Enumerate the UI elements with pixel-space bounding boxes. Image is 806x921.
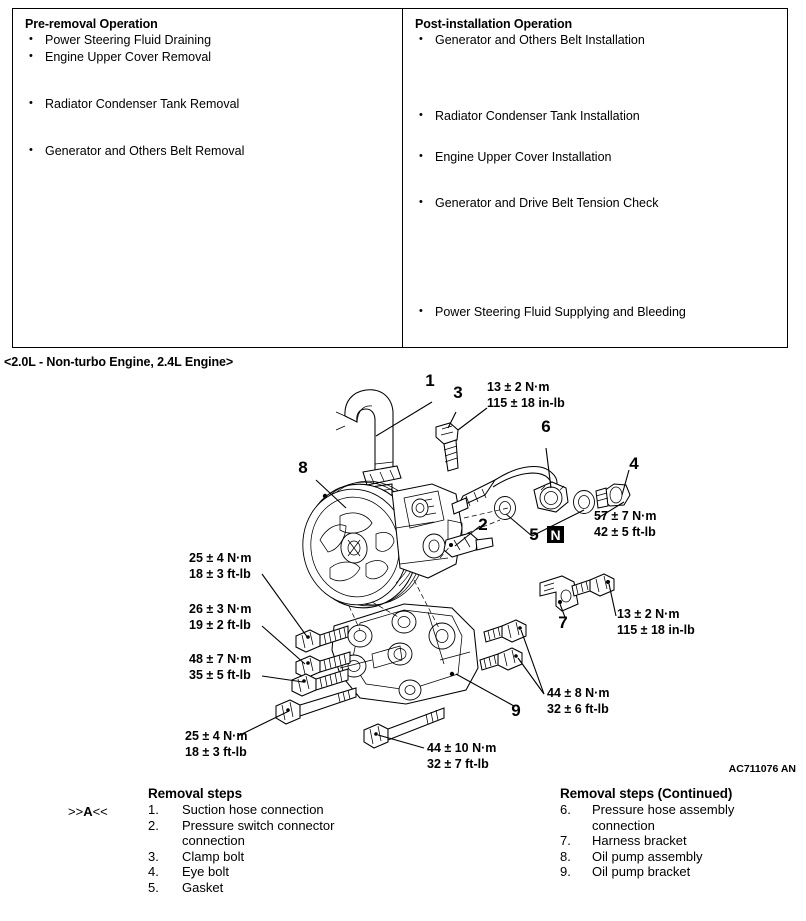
step-label: Clamp bolt [182,848,245,864]
step-number [148,833,182,849]
power-steering-oil-pump-exploded-diagram [0,368,806,788]
oil-pump-body [392,484,462,578]
removal-steps-continued-title: Removal steps (Continued) [560,786,733,801]
list-item [148,818,438,834]
removal-steps-title: Removal steps [148,786,242,801]
step-number: 5. [148,879,159,895]
removal-steps-list-left [148,802,438,895]
torque-lower-left-metric: 48 ± 7 N·m [189,652,252,666]
harness-bracket-bolt [572,574,614,596]
torque-spec-lower-left [189,652,251,682]
pre-removal-item-2: • Engine Upper Cover Removal [23,50,211,64]
figure-code-label: AC711076 AN [728,763,796,775]
service-point-mark-a [68,804,108,819]
pre-removal-item-3: • Radiator Condenser Tank Removal [23,97,239,111]
list-item [560,818,806,834]
step-label: Oil pump assembly [592,848,703,864]
leader-44-8-a [521,630,544,694]
list-item [148,802,438,818]
pre-removal-operation-column [13,9,403,347]
post-installation-item-5: • Power Steering Fluid Supplying and Bleeding [413,305,686,319]
pre-removal-item-1: • Power Steering Fluid Draining [23,33,211,47]
list-item [148,864,438,880]
callout-9-anchor-dot [450,672,454,676]
torque-spec-eye-bolt [594,509,656,539]
step-number [560,818,592,834]
torque-eye-bolt-imperial: 42 ± 5 ft-lb [594,525,656,539]
gasket-n-mark-badge [547,526,564,543]
clamp-bolt-part [436,423,458,471]
torque-clamp-bolt-metric: 13 ± 2 N·m [487,380,550,394]
post-installation-item-2: • Radiator Condenser Tank Installation [413,109,640,123]
callout-7-label: 7 [558,613,568,632]
suction-hose-part [336,390,393,470]
bracket-flange-bolt-upper-right [484,620,526,642]
torque-harness-bracket-bolt-metric: 13 ± 2 N·m [617,607,680,621]
list-item [148,880,438,896]
torque-spec-mid-left [189,602,251,632]
leader-clamp-torque [458,408,487,430]
leader-5a [506,514,532,536]
step-number: 2. [148,817,159,833]
mark-a-prefix: >> [68,804,84,819]
harness-bracket-part [540,576,578,611]
removal-steps-area [0,786,806,921]
gasket-washer-left [495,497,516,520]
list-item [560,833,806,849]
torque-clamp-bolt-imperial: 115 ± 18 in-lb [487,396,565,410]
callout-7-anchor-dot [558,600,562,604]
torque-bracket-bolts-imperial: 32 ± 6 ft-lb [547,702,609,716]
post-installation-item-4: • Generator and Drive Belt Tension Check [413,196,659,210]
callout-6-label: 6 [541,417,551,436]
removal-steps-column-right [560,786,806,880]
torque-mid-left-imperial: 19 ± 2 ft-lb [189,618,251,632]
torque-bottom-left-imperial: 18 ± 3 ft-lb [185,745,247,759]
torque-bottom-center-metric: 44 ± 10 N·m [427,741,497,755]
eye-bolt-part [596,484,630,508]
pre-removal-heading: Pre-removal Operation [25,17,158,31]
step-number: 7. [560,833,571,848]
step-label: connection [592,817,655,833]
torque-bottom-center-imperial: 32 ± 7 ft-lb [427,757,489,771]
step-number: 4. [148,864,159,879]
step-label: Suction hose connection [182,802,324,817]
torque-mid-left-metric: 26 ± 3 N·m [189,602,252,616]
list-item [560,864,806,880]
operations-table [12,8,788,348]
step-label: Pressure hose assembly [592,802,735,817]
list-item [560,802,806,818]
callout-3-label: 3 [453,383,463,402]
torque-upper-left-metric: 25 ± 4 N·m [189,551,252,565]
leader-44-8-b [518,658,544,694]
step-number: 1. [148,802,159,817]
step-label: Gasket [182,879,224,895]
list-item [560,849,806,865]
post-installation-item-1: • Generator and Others Belt Installation [413,33,645,47]
list-item [148,833,438,849]
callout-1-label: 1 [425,371,435,390]
torque-spec-harness-bracket-bolt [617,607,695,637]
torque-bracket-bolts-metric: 44 ± 8 N·m [547,686,610,700]
engine-variant-caption: <2.0L - Non-turbo Engine, 2.4L Engine> [4,355,234,369]
removal-steps-column-left [148,786,438,895]
torque-harness-bracket-bolt-imperial: 115 ± 18 in-lb [617,623,695,637]
post-installation-item-3: • Engine Upper Cover Installation [413,150,612,164]
through-bolt-bottom-left [276,688,356,724]
step-label: Eye bolt [182,864,229,879]
callout-4-label: 4 [629,454,639,473]
torque-eye-bolt-metric: 57 ± 7 N·m [594,509,657,523]
step-label: Oil pump bracket [592,864,691,879]
step-label: connection [182,833,245,848]
post-installation-operation-column [403,9,787,347]
mark-a-suffix: << [92,804,108,819]
step-label: Pressure switch connector [182,817,335,833]
post-installation-heading: Post-installation Operation [415,17,573,31]
step-number: 8. [560,848,571,864]
callout-9-label: 9 [511,701,521,720]
leader-25-4-upper [262,574,308,638]
step-number: 9. [560,864,571,879]
torque-spec-clamp-bolt [487,380,565,410]
step-number: 6. [560,802,571,817]
step-label: Harness bracket [592,833,687,848]
callout-8-label: 8 [298,458,308,477]
removal-steps-list-right [560,802,806,880]
gasket-n-mark-letter: N [550,527,561,543]
torque-spec-bracket-bolts [547,686,609,716]
mark-a-letter: A [83,804,93,819]
torque-spec-bottom-left [185,729,247,759]
torque-spec-upper-left [189,551,251,581]
callout-2-label: 2 [478,515,488,534]
step-number: 3. [148,848,159,864]
torque-lower-left-imperial: 35 ± 5 ft-lb [189,668,251,682]
bracket-flange-bolt-lower-right [480,648,522,670]
torque-bottom-left-metric: 25 ± 4 N·m [185,729,248,743]
torque-upper-left-imperial: 18 ± 3 ft-lb [189,567,251,581]
callout-5-label: 5 [529,525,539,544]
pre-removal-item-4: • Generator and Others Belt Removal [23,144,244,158]
torque-spec-bottom-center [427,741,496,771]
callout-8-anchor-dot [323,494,327,498]
list-item [148,849,438,865]
